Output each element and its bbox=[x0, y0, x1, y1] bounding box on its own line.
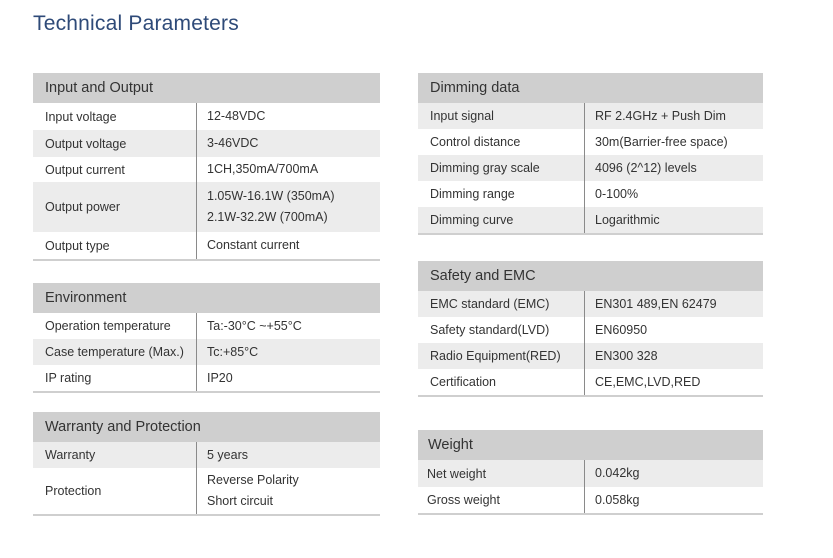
row-value-safety-standard: EN60950 bbox=[584, 317, 647, 343]
row-label-input-signal: Input signal bbox=[430, 109, 494, 123]
dimming-header: Dimming data bbox=[418, 73, 763, 103]
row-value-operation-temperature: Ta:-30°C ~+55°C bbox=[196, 313, 302, 339]
row-value-radio-equipment: EN300 328 bbox=[584, 343, 658, 369]
table-bottom-rule bbox=[418, 513, 763, 515]
row-label-output-current: Output current bbox=[45, 162, 125, 177]
safety-table bbox=[418, 261, 763, 397]
table-row bbox=[33, 442, 380, 468]
table-row bbox=[418, 291, 763, 317]
row-label-dimming-curve: Dimming curve bbox=[430, 213, 514, 227]
row-value-protection: Reverse Polarity Short circuit bbox=[196, 468, 299, 514]
row-label-protection: Protection bbox=[45, 484, 102, 498]
table-row bbox=[418, 343, 763, 369]
table-row bbox=[33, 313, 380, 339]
row-value-output-power: 1.05W-16.1W (350mA) 2.1W-32.2W (700mA) bbox=[196, 182, 335, 232]
row-value-case-temperature: Tc:+85°C bbox=[196, 339, 258, 365]
table-row bbox=[418, 460, 763, 487]
row-value-dimming-curve: Logarithmic bbox=[584, 207, 660, 233]
safety-header: Safety and EMC bbox=[418, 261, 763, 291]
row-value-output-voltage: 3-46VDC bbox=[196, 130, 258, 157]
warranty-header: Warranty and Protection bbox=[33, 412, 380, 442]
row-value-net-weight: 0.042kg bbox=[584, 460, 639, 487]
row-value-ip-rating: IP20 bbox=[196, 365, 233, 391]
row-value-output-current: 1CH,350mA/700mA bbox=[196, 157, 318, 182]
row-value-dimming-range: 0-100% bbox=[584, 181, 638, 207]
table-bottom-rule bbox=[418, 233, 763, 235]
input-output-header: Input and Output bbox=[33, 73, 380, 103]
row-value-certification: CE,EMC,LVD,RED bbox=[584, 369, 700, 395]
table-row bbox=[33, 103, 380, 130]
row-value-warranty: 5 years bbox=[196, 442, 248, 468]
environment-table bbox=[33, 283, 380, 393]
table-row bbox=[33, 468, 380, 514]
row-label-output-voltage: Output voltage bbox=[45, 136, 127, 151]
weight-header: Weight bbox=[418, 430, 763, 460]
table-row bbox=[418, 155, 763, 181]
row-label-input-voltage: Input voltage bbox=[45, 109, 117, 124]
row-label-certification: Certification bbox=[430, 375, 496, 389]
row-label-warranty: Warranty bbox=[45, 448, 96, 462]
table-row bbox=[33, 182, 380, 232]
table-row bbox=[33, 339, 380, 365]
table-row bbox=[418, 487, 763, 513]
row-value-gross-weight: 0.058kg bbox=[584, 487, 639, 513]
row-label-dimming-range: Dimming range bbox=[430, 187, 515, 201]
row-label-operation-temperature: Operation temperature bbox=[45, 319, 171, 333]
table-row bbox=[418, 317, 763, 343]
table-row bbox=[33, 232, 380, 259]
row-label-ip-rating: IP rating bbox=[45, 371, 92, 385]
row-value-dimming-gray-scale: 4096 (2^12) levels bbox=[584, 155, 697, 181]
row-label-control-distance: Control distance bbox=[430, 135, 521, 149]
row-value-input-voltage: 12-48VDC bbox=[196, 103, 265, 130]
environment-header: Environment bbox=[33, 283, 380, 313]
table-row bbox=[33, 130, 380, 157]
row-value-emc-standard: EN301 489,EN 62479 bbox=[584, 291, 717, 317]
table-row bbox=[418, 369, 763, 395]
table-bottom-rule bbox=[33, 514, 380, 516]
table-row bbox=[418, 181, 763, 207]
row-label-case-temperature: Case temperature (Max.) bbox=[45, 345, 184, 359]
dimming-table bbox=[418, 73, 763, 235]
row-label-gross-weight: Gross weight bbox=[427, 493, 500, 507]
input-output-table bbox=[33, 73, 380, 261]
table-bottom-rule bbox=[33, 391, 380, 393]
weight-table bbox=[418, 430, 763, 515]
row-label-net-weight: Net weight bbox=[427, 466, 487, 481]
table-bottom-rule bbox=[33, 259, 380, 261]
row-value-control-distance: 30m(Barrier-free space) bbox=[584, 129, 728, 155]
table-row bbox=[418, 129, 763, 155]
table-row bbox=[33, 157, 380, 182]
page-title: Technical Parameters bbox=[33, 12, 239, 35]
table-row bbox=[33, 365, 380, 391]
row-label-output-type: Output type bbox=[45, 238, 110, 253]
row-label-radio-equipment: Radio Equipment(RED) bbox=[430, 349, 561, 363]
row-value-input-signal: RF 2.4GHz + Push Dim bbox=[584, 103, 726, 129]
row-value-output-type: Constant current bbox=[196, 232, 299, 259]
row-label-output-power: Output power bbox=[45, 200, 121, 214]
row-label-dimming-gray-scale: Dimming gray scale bbox=[430, 161, 540, 175]
table-row bbox=[418, 103, 763, 129]
row-label-emc-standard: EMC standard (EMC) bbox=[430, 297, 550, 311]
warranty-table bbox=[33, 412, 380, 516]
row-label-safety-standard: Safety standard(LVD) bbox=[430, 323, 550, 337]
table-row bbox=[418, 207, 763, 233]
table-bottom-rule bbox=[418, 395, 763, 397]
